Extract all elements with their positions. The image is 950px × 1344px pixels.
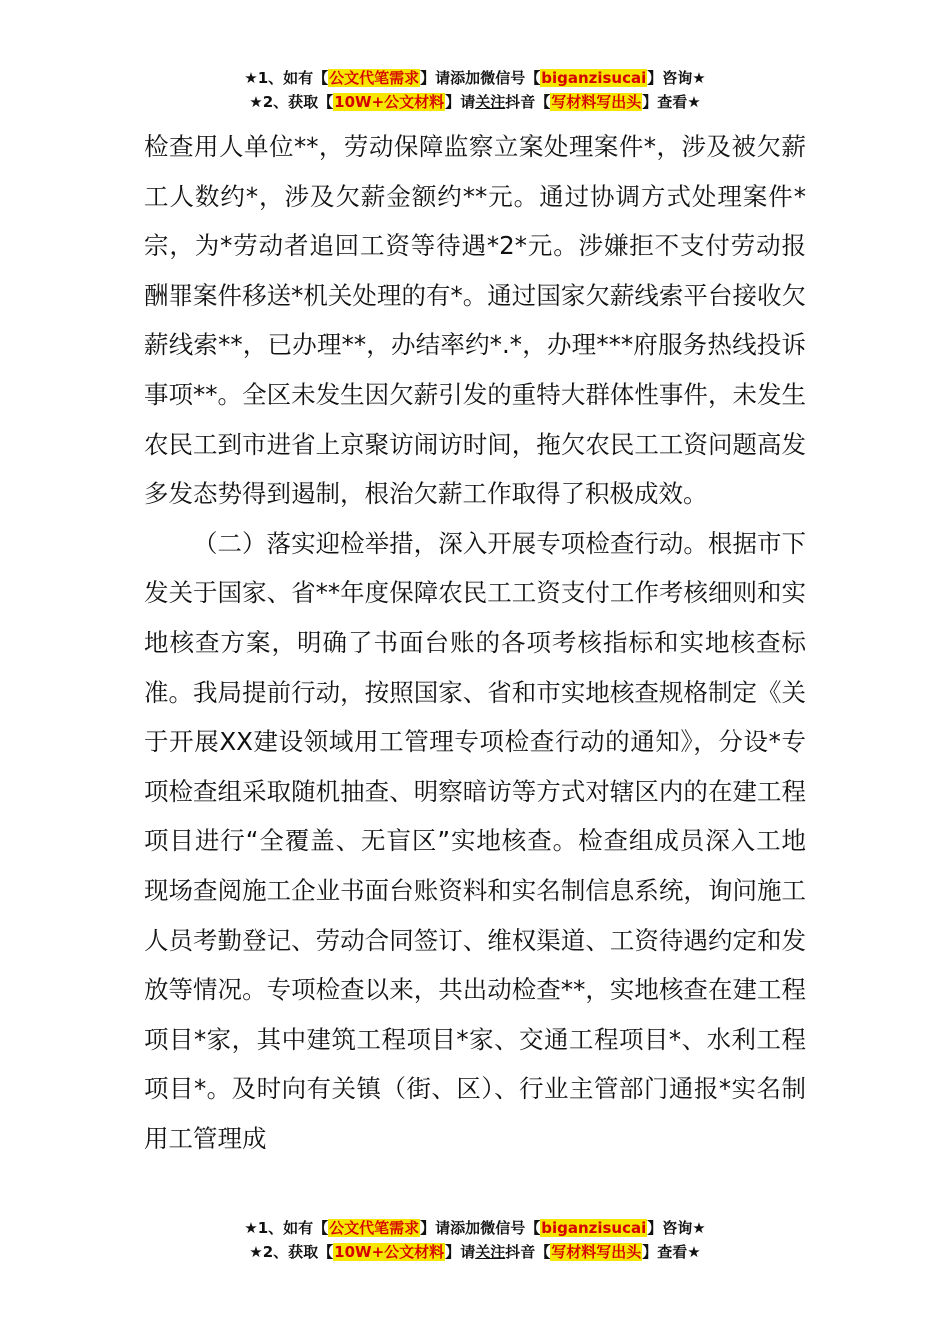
banner-line-1: ★1、如有【公文代笔需求】请添加微信号【biganzisucai】咨询★ <box>244 1219 706 1237</box>
paragraph-2: （二）落实迎检举措，深入开展专项检查行动。根据市下发关于国家、省**年度保障农民工工资支付工作考核细则和实地核查方案，明确了书面台账的各项考核指标和实地核查标准。我局提前行动，按照国家、省和市实地核查规格制定《关于开展XX建设领域用工管理专项检查行动的通知》，分设*专项检查组采取随机抽查、明察暗访等方式对辖区内的在建工程项目进行“全覆盖、无盲区”实地核查。检查组成员深入工地现场查阅施工企业书面台账资料和实名制信息系统，询问施工人员考勤登记、劳动合同签订、维权渠道、工资待遇约定和发放等情况。专项检查以来，共出动检查**，实地核查在建工程项目*家，其中建筑工程项目*家、交通工程项目*、水利工程项目*。及时向有关镇（街、区）、行业主管部门通报*实名制用工管理成 <box>144 528 806 1153</box>
highlight-wechat-id: biganzisucai <box>541 69 647 87</box>
footer-banner <box>0 1216 950 1264</box>
banner-line-2: ★2、获取【10W+公文材料】请关注抖音【写材料写出头】查看★ <box>249 1243 701 1261</box>
star-icon: ★ <box>249 1243 263 1261</box>
banner-line-2: ★2、获取【10W+公文材料】请关注抖音【写材料写出头】查看★ <box>249 93 701 111</box>
highlight-wechat-id: biganzisucai <box>541 1219 647 1237</box>
paragraph-1: 检查用人单位**，劳动保障监察立案处理案件*，涉及被欠薪工人数约*，涉及欠薪金额约**元。通过协调方式处理案件*宗，为*劳动者追回工资等待遇*2*元。涉嫌拒不支付劳动报酬罪案件移送*机关处理的有*。通过国家欠薪线索平台接收欠薪线索**，已办理**，办结率约*.*，办理***府服务热线投诉事项**。全区未发生因欠薪引发的重特大群体性事件，未发生农民工到市进省上京聚访闹访时间，拖欠农民工工资问题高发多发态势得到遏制，根治欠薪工作取得了积极成效。 <box>144 132 806 509</box>
highlight-douyin-account: 写材料写出头 <box>551 93 642 111</box>
star-icon: ★ <box>244 1219 258 1237</box>
highlight-ghost-writing: 公文代笔需求 <box>329 1219 420 1237</box>
banner-line-1: ★1、如有【公文代笔需求】请添加微信号【biganzisucai】咨询★ <box>244 69 706 87</box>
highlight-ghost-writing: 公文代笔需求 <box>329 69 420 87</box>
highlight-materials: 10W+公文材料 <box>334 1243 445 1261</box>
highlight-douyin-account: 写材料写出头 <box>551 1243 642 1261</box>
star-icon: ★ <box>249 93 263 111</box>
header-banner <box>0 66 950 114</box>
document-body <box>144 122 806 1163</box>
star-icon: ★ <box>244 69 258 87</box>
highlight-materials: 10W+公文材料 <box>334 93 445 111</box>
